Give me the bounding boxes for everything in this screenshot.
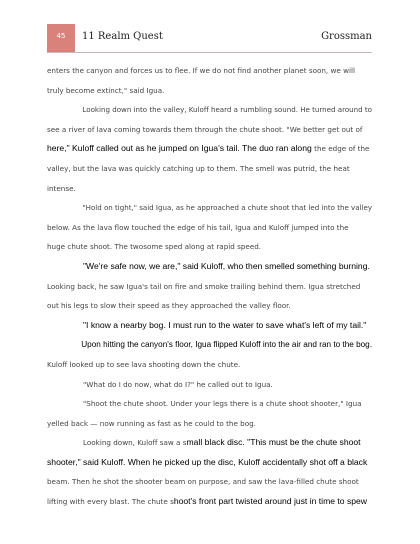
text-line <box>47 275 372 295</box>
text-line <box>47 294 372 314</box>
text-line <box>47 314 372 334</box>
book-title: 11 Realm Quest <box>82 31 163 42</box>
text-segment: mall black disc. "This must be the chute shoot <box>186 437 361 448</box>
text-segment: yelled back — now running as fast as he could to the bog. <box>47 418 256 428</box>
text-line <box>47 177 372 197</box>
text-segment: valley, but the lava was quickly catching up to them. The smell was putrid, the heat <box>47 163 350 173</box>
text-segment: "Hold on tight," said Igua, as he approached a chute shoot that led into the valley <box>82 203 373 213</box>
text-segment: huge chute shoot. The twosome sped along at rapid speed. <box>47 242 262 252</box>
text-line <box>47 196 372 216</box>
text-segment: "I know a nearby bog. I must run to the water to save what's left of my tail." <box>83 319 367 330</box>
text-line <box>47 353 372 373</box>
text-line <box>47 216 372 236</box>
text-line <box>47 451 372 471</box>
text-segment: see a river of lava coming towards them through the chute shoot. "We better get out of <box>47 124 363 134</box>
text-line <box>47 373 372 393</box>
text-line <box>47 412 372 432</box>
text-segment: enters the canyon and forces us to flee. If we do not find another planet soon, we will <box>47 66 355 75</box>
page-number: 45 <box>56 32 66 40</box>
text-segment: Kuloff looked up to see lava shooting down the chute. <box>47 359 241 369</box>
text-segment: shooter," said Kuloff. When he picked up the disc, Kuloff accidentally shot off a black <box>47 456 368 467</box>
text-segment: out his legs to slow their speed as they approached the valley floor. <box>47 301 291 311</box>
text-segment: Looking back, he saw Igua's tail on fire and smoke trailing behind them. Igua stretched <box>47 281 361 291</box>
text-line <box>47 157 372 177</box>
text-line <box>47 137 372 157</box>
text-line <box>47 255 372 275</box>
text-segment: intense. <box>47 183 76 193</box>
text-line <box>47 470 372 490</box>
text-segment: below. As the lava flow touched the edge of his tail, Igua and Kuloff jumped into the <box>47 222 349 232</box>
header-divider <box>47 52 372 53</box>
text-segment: here," Kuloff called out as he jumped on Igua's tail. The duo ran along <box>47 143 315 154</box>
text-line <box>47 118 372 138</box>
text-line <box>47 79 372 99</box>
text-segment: beam. Then he shot the shooter beam on purpose, and saw the lava-filled chute shoot <box>47 477 359 487</box>
text-line <box>47 333 372 353</box>
text-segment: truly become extinct," said Igua. <box>47 85 165 95</box>
author-name: Grossman <box>321 31 372 42</box>
text-segment: Upon hitting the canyon's floor, Igua flipped Kuloff into the air and ran to the bog. <box>81 339 372 350</box>
text-segment: "Shoot the chute shoot. Under your legs there is a chute shoot shooter," Igua <box>83 399 362 409</box>
text-segment: hoot's front part twisted around just in time to spew <box>173 496 368 507</box>
text-segment: "What do I do now, what do I?" he called out to Igua. <box>83 379 273 389</box>
text-line <box>47 235 372 255</box>
body-text <box>47 59 372 510</box>
text-line <box>47 431 372 451</box>
text-line <box>47 490 372 510</box>
text-line <box>47 59 372 79</box>
text-segment: Looking down, Kuloff saw a s <box>83 438 187 448</box>
text-segment: Looking down into the valley, Kuloff heard a rumbling sound. He turned around to <box>82 105 373 115</box>
text-segment: "We're safe now, we are," said Kuloff, who then smelled something burning. <box>83 260 370 271</box>
text-line <box>47 98 372 118</box>
text-segment: the edge of the <box>314 144 370 154</box>
text-segment: lifting with every blast. The chute s <box>47 497 174 507</box>
text-line <box>47 392 372 412</box>
